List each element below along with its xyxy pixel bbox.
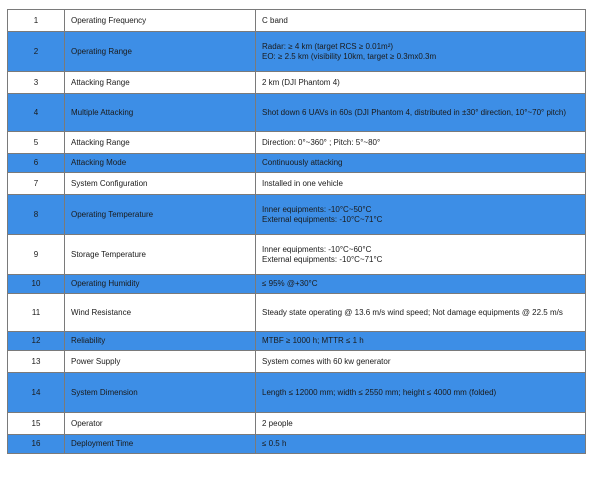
row-number: 13 [8, 351, 65, 373]
row-number: 14 [8, 373, 65, 413]
table-row [8, 413, 586, 435]
row-number: 3 [8, 72, 65, 94]
row-item: Deployment Time [65, 435, 256, 454]
table-row [8, 154, 586, 173]
row-value: System comes with 60 kw generator [256, 351, 586, 373]
row-number: 8 [8, 195, 65, 235]
table-row [8, 351, 586, 373]
row-value: Inner equipments: -10°C~60°C External equipments: -10°C~71°C [256, 235, 586, 275]
row-item: System Dimension [65, 373, 256, 413]
row-item: Wind Resistance [65, 294, 256, 332]
row-value: Steady state operating @ 13.6 m/s wind speed; Not damage equipments @ 22.5 m/s [256, 294, 586, 332]
row-item: Attacking Range [65, 72, 256, 94]
spec-table [7, 9, 586, 454]
row-item: Multiple Attacking [65, 94, 256, 132]
table-row [8, 294, 586, 332]
table-row [8, 10, 586, 32]
row-value: Continuously attacking [256, 154, 586, 173]
row-item: Operating Temperature [65, 195, 256, 235]
row-number: 15 [8, 413, 65, 435]
row-item: Operating Frequency [65, 10, 256, 32]
table-row [8, 94, 586, 132]
row-number: 6 [8, 154, 65, 173]
table-row [8, 235, 586, 275]
row-number: 5 [8, 132, 65, 154]
row-item: Power Supply [65, 351, 256, 373]
row-item: Storage Temperature [65, 235, 256, 275]
row-value: Direction: 0°~360° ; Pitch: 5°~80° [256, 132, 586, 154]
row-item: Attacking Mode [65, 154, 256, 173]
table-row [8, 332, 586, 351]
table-row [8, 72, 586, 94]
row-number: 2 [8, 32, 65, 72]
row-value: Radar: ≥ 4 km (target RCS ≥ 0.01m²) EO: ≥ 2.5 km (visibility 10km, target ≥ 0.3mx0.3m [256, 32, 586, 72]
row-number: 11 [8, 294, 65, 332]
row-item: Operator [65, 413, 256, 435]
row-value: Shot down 6 UAVs in 60s (DJI Phantom 4, distributed in ±30° direction, 10°~70° pitch) [256, 94, 586, 132]
row-item: Operating Range [65, 32, 256, 72]
row-item: Reliability [65, 332, 256, 351]
row-value: Length ≤ 12000 mm; width ≤ 2550 mm; height ≤ 4000 mm (folded) [256, 373, 586, 413]
table-row [8, 373, 586, 413]
table-row [8, 132, 586, 154]
row-item: System Configuration [65, 173, 256, 195]
row-number: 1 [8, 10, 65, 32]
row-value: C band [256, 10, 586, 32]
row-number: 16 [8, 435, 65, 454]
table-row [8, 435, 586, 454]
row-number: 4 [8, 94, 65, 132]
row-number: 12 [8, 332, 65, 351]
table-row [8, 275, 586, 294]
row-number: 10 [8, 275, 65, 294]
row-value: 2 km (DJI Phantom 4) [256, 72, 586, 94]
table-row [8, 173, 586, 195]
row-item: Operating Humidity [65, 275, 256, 294]
row-value: MTBF ≥ 1000 h; MTTR ≤ 1 h [256, 332, 586, 351]
row-value: 2 people [256, 413, 586, 435]
row-number: 9 [8, 235, 65, 275]
row-item: Attacking Range [65, 132, 256, 154]
row-number: 7 [8, 173, 65, 195]
row-value: ≤ 0.5 h [256, 435, 586, 454]
row-value: Installed in one vehicle [256, 173, 586, 195]
row-value: ≤ 95% @+30°C [256, 275, 586, 294]
table-row [8, 32, 586, 72]
row-value: Inner equipments: -10°C~50°C External equipments: -10°C~71°C [256, 195, 586, 235]
table-row [8, 195, 586, 235]
